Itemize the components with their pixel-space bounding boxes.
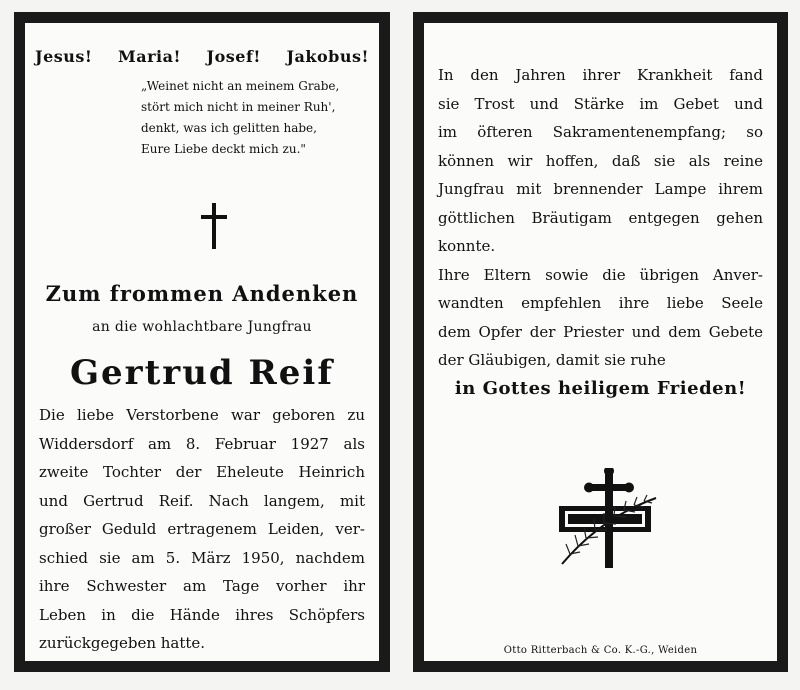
paragraph-line: In den Jahren ihrer Krankheit fand — [438, 66, 763, 84]
paragraph-line: können wir hoffen, daß sie als reine — [438, 151, 763, 170]
bio-line: und Gertrud Reif. Nach langem, mit — [39, 491, 365, 510]
paragraph-line: sie Trost und Stärke im Gebet und — [438, 94, 763, 113]
cross-with-palm-icon — [544, 468, 659, 568]
paragraph-line: dem Opfer der Priester und dem Gebete — [438, 322, 763, 341]
deceased-name: Gertrud Reif — [70, 353, 334, 393]
bio-line: schied sie am 5. März 1950, nachdem — [39, 548, 365, 567]
bio-line: Die liebe Verstorbene war geboren zu — [39, 406, 365, 424]
paragraph-line: Ihre Eltern sowie die übrigen Anver- — [438, 265, 763, 284]
printer-imprint: Otto Ritterbach & Co. K.-G., Weiden — [503, 645, 698, 656]
verse-line: denkt, was ich gelitten habe, — [141, 121, 317, 135]
bio-line: großer Geduld ertragenem Leiden, ver- — [39, 520, 365, 538]
name-josef: Josef! — [206, 47, 261, 66]
paragraph-line: im öfteren Sakramentenempfang; so — [438, 123, 763, 141]
memorial-card-left — [14, 12, 390, 672]
closing-line: in Gottes heiligem Frieden! — [454, 378, 747, 399]
bio-line: zweite Tochter der Eheleute Heinrich — [39, 463, 365, 481]
paragraph-line: konnte. — [438, 237, 496, 255]
name-maria: Maria! — [117, 47, 181, 66]
paragraph-line: der Gläubigen, damit sie ruhe — [438, 351, 666, 369]
verse — [141, 76, 373, 160]
bio-line: Leben in die Hände ihres Schöpfers — [39, 605, 365, 624]
verse-line: „Weinet nicht an meinem Grabe, — [141, 79, 340, 93]
paragraph-line: Jungfrau mit brennender Lampe ihrem — [438, 180, 763, 198]
prayer-paragraph — [438, 61, 763, 375]
bio-line: Widdersdorf am 8. Februar 1927 als — [39, 434, 365, 453]
bio-line: ihre Schwester am Tage vorher ihr — [39, 577, 365, 595]
latin-cross-icon — [199, 203, 229, 249]
biography — [39, 401, 365, 658]
name-jesus: Jesus! — [35, 47, 93, 66]
memorial-title: Zum frommen Andenken — [45, 281, 359, 306]
name-jakobus: Jakobus! — [286, 47, 369, 66]
memorial-card-right — [413, 12, 788, 672]
memorial-subtitle: an die wohlachtbare Jungfrau — [92, 319, 312, 335]
verse-line: stört mich nicht in meiner Ruh', — [141, 100, 336, 114]
verse-line: Eure Liebe deckt mich zu." — [141, 142, 306, 156]
paragraph-line: göttlichen Bräutigam entgegen gehen — [438, 208, 763, 227]
paragraph-line: wandten empfehlen ihre liebe Seele — [438, 294, 763, 312]
holy-names-header — [35, 47, 369, 66]
bio-line: zurückgegeben hatte. — [39, 634, 206, 652]
